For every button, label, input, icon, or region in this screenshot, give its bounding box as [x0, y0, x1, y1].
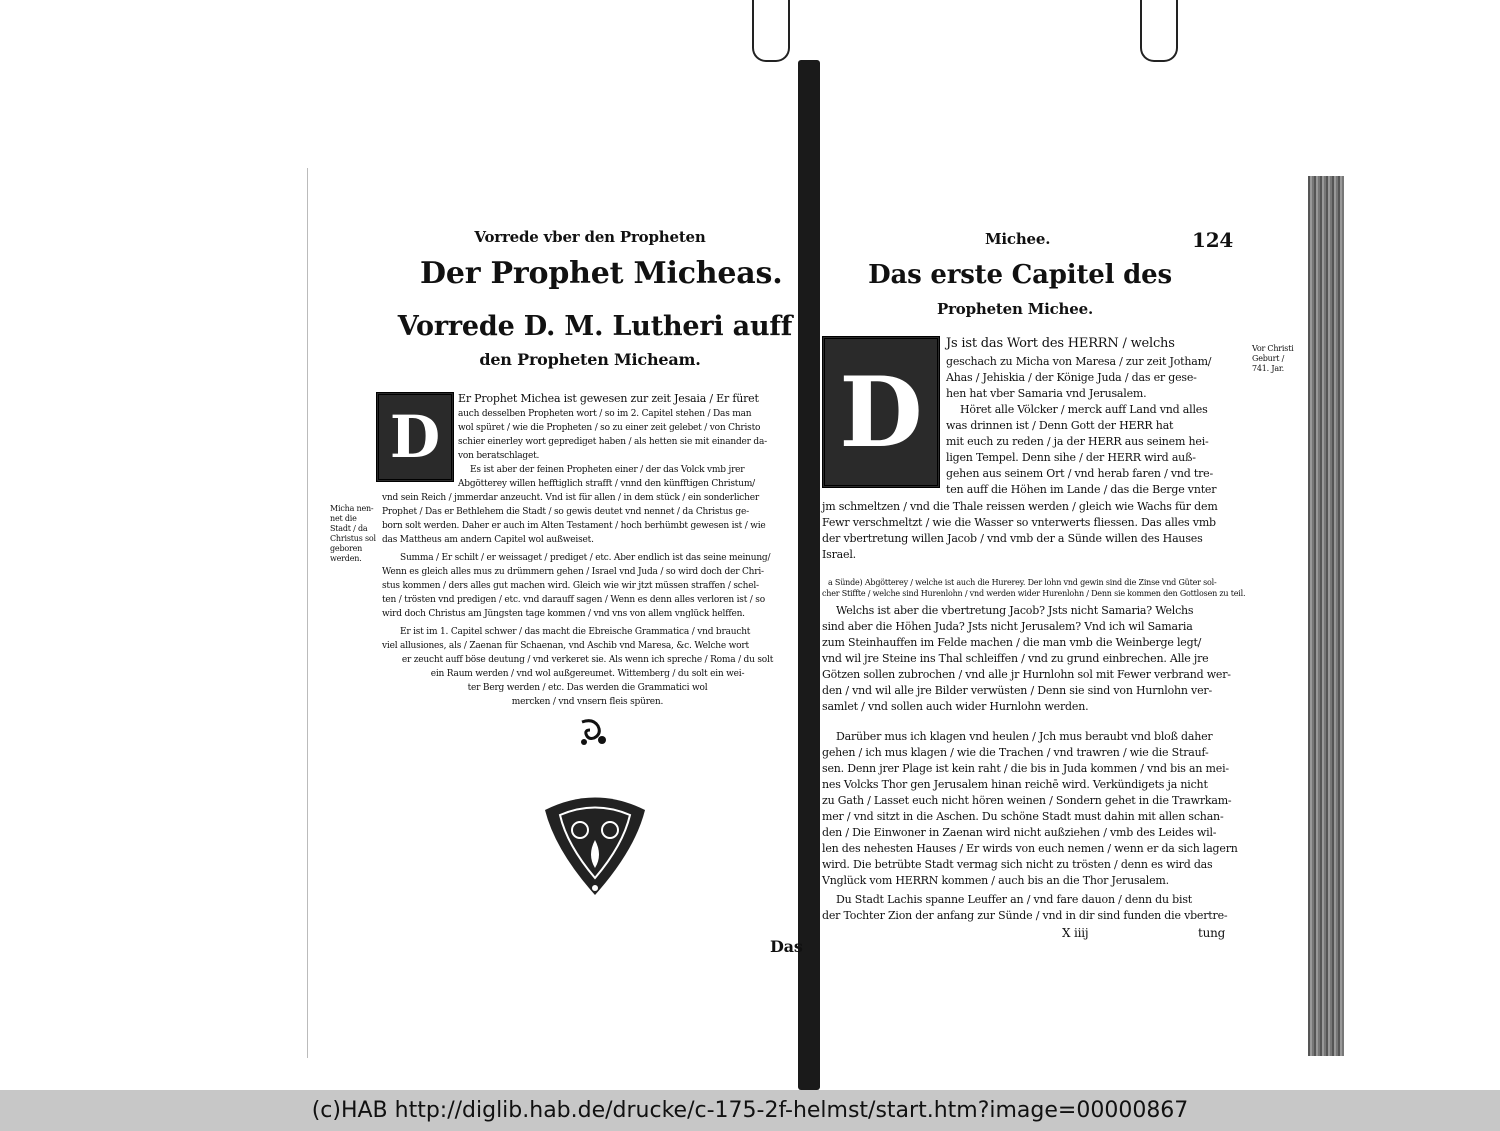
right-title: Das erste Capitel des: [868, 260, 1172, 290]
margin-line: Vor Christi: [1252, 344, 1294, 353]
margin-line: werden.: [330, 554, 362, 563]
copyright-footer: (c)HAB http://diglib.hab.de/drucke/c-175-2f-helmst/start.htm?image=00000867: [0, 1090, 1500, 1131]
text-line: mit euch zu reden / ja der HERR aus seinem hei-: [946, 435, 1209, 448]
text-line: gehen / ich mus klagen / wie die Trachen / vnd trawren / wie die Strauf-: [822, 746, 1209, 759]
text-line: ein Raum werden / vnd wol außgereumet. Wittemberg / du solt ein wei-: [430, 669, 745, 679]
text-line: len des nehesten Hauses / Er wirds von euch nemen / wenn er da sich lagern: [822, 842, 1238, 855]
text-line: Abgötterey willen hefftiglich strafft / vnnd den künfftigen Christum/: [458, 479, 755, 489]
text-line: geschach zu Micha von Maresa / zur zeit Jotham/: [946, 355, 1212, 368]
signature-mark: X iiij: [1062, 926, 1089, 940]
text-line: der vbertretung willen Jacob / vnd vmb der a Sünde willen des Hauses: [822, 532, 1203, 545]
text-line: vnd wil jre Steine ins Thal schleiffen / vnd zu grund einbrechen. Alle jre: [822, 652, 1209, 665]
text-line: Darüber mus ich klagen vnd heulen / Jch mus beraubt vnd bloß daher: [836, 730, 1213, 743]
right-running-head: Michee.: [985, 230, 1051, 248]
text-line: Vnglück vom HERRN kommen / auch bis an die Thor Jerusalem.: [822, 874, 1169, 887]
margin-line: Geburt /: [1252, 354, 1285, 363]
text-line: stus kommen / ders alles gut machen wird. Gleich wie wir jtzt müssen straffen / schel-: [382, 581, 759, 591]
left-subtitle-1: Vorrede D. M. Lutheri auff: [397, 311, 793, 342]
text-line: Es ist aber der feinen Propheten einer / der das Volck vmb jrer: [470, 465, 745, 475]
text-line: nes Volcks Thor gen Jerusalem hinan reichē wird. Verkündigets ja nicht: [822, 778, 1208, 791]
text-line: was drinnen ist / Denn Gott der HERR hat: [946, 419, 1174, 432]
text-line: auch desselben Propheten wort / so im 2. Capitel stehen / Das man: [458, 409, 752, 419]
text-line: Er ist im 1. Capitel schwer / das macht die Ebreische Grammatica / vnd braucht: [400, 627, 751, 637]
text-line: sen. Denn jrer Plage ist kein raht / die bis in Juda kommen / vnd bis an mei-: [822, 762, 1229, 775]
clip-left-icon: [752, 0, 790, 62]
text-line: mer / vnd sitzt in die Aschen. Du schöne Stadt must dahin mit allen schan-: [822, 810, 1224, 823]
fleuron-icon: [576, 718, 610, 748]
text-line: das Mattheus am andern Capitel wol außweiset.: [382, 535, 594, 545]
left-subtitle-2: den Propheten Micheam.: [479, 350, 701, 369]
tailpiece-ornament-icon: [535, 790, 655, 900]
text-line: zu Gath / Lasset euch nicht hören weinen / Sondern gehet in die Trawrkam-: [822, 794, 1232, 807]
text-line: Israel.: [822, 548, 856, 561]
text-line: hen hat vber Samaria vnd Jerusalem.: [946, 387, 1147, 400]
text-line: sind aber die Höhen Juda? Jsts nicht Jerusalem? Vnd ich wil Samaria: [822, 620, 1193, 633]
text-line: vnd sein Reich / jmmerdar anzeucht. Vnd ist für allen / in dem stück / ein sonderlicher: [382, 493, 759, 503]
text-line: Ahas / Jehiskia / der Könige Juda / das er gese-: [946, 371, 1197, 384]
left-running-head: Vorrede vber den Propheten: [474, 228, 706, 246]
text-line: wol spüret / wie die Propheten / so zu einer zeit gelebet / von Christo: [458, 423, 761, 433]
margin-line: 741. Jar.: [1252, 364, 1285, 373]
text-line: jm schmeltzen / vnd die Thale reissen werden / gleich wie Wachs für dem: [822, 500, 1218, 513]
folio-number: 124: [1192, 228, 1234, 252]
text-line: viel allusiones, als / Zaenan für Schaenan, vnd Aschib vnd Maresa, &c. Welche wort: [382, 641, 749, 651]
text-line: born solt werden. Daher er auch im Alten Testament / hoch berhümbt gewesen ist / wie: [382, 521, 766, 531]
page-edges: [1308, 176, 1344, 1056]
text-line: Js ist das Wort des HERRN / welchs: [946, 336, 1175, 351]
text-line: von beratschlaget.: [458, 451, 540, 461]
book-gutter: [798, 60, 820, 1090]
text-line: Fewr verschmeltzt / wie die Wasser so vnterwerts fliessen. Das alles vmb: [822, 516, 1216, 529]
text-line: Götzen sollen zubrochen / vnd alle jr Hurnlohn sol mit Fewer verbrand wer-: [822, 668, 1231, 681]
text-line: schier einerley wort geprediget haben / als hetten sie mit einander da-: [458, 437, 768, 447]
left-initial-letter: D: [376, 392, 454, 482]
right-initial-letter: D: [822, 336, 940, 488]
margin-line: Stadt / da: [330, 524, 368, 533]
text-line: wird doch Christus am Jüngsten tage kommen / vnd vns von allem vnglück helffen.: [382, 609, 745, 619]
text-line: ligen Tempel. Denn sihe / der HERR wird auß-: [946, 451, 1196, 464]
text-line: Prophet / Das er Bethlehem die Stadt / so gewis deutet vnd nennet / da Christus ge-: [382, 507, 749, 517]
clip-right-icon: [1140, 0, 1178, 62]
text-line: er zeucht auff böse deutung / vnd verkeret sie. Als wenn ich spreche / Roma / du solt: [401, 655, 774, 665]
text-line: zum Steinhauffen im Felde machen / die man vmb die Weinberge legt/: [822, 636, 1202, 649]
text-line: ten auff die Höhen im Lande / das die Berge vnter: [946, 483, 1217, 496]
text-line: Wenn es gleich alles mus zu drümmern gehen / Israel vnd Juda / so wird doch der Chri-: [382, 567, 764, 577]
text-line: samlet / vnd sollen auch wider Hurnlohn werden.: [822, 700, 1089, 713]
right-catchword: tung: [1198, 926, 1226, 940]
margin-line: Micha nen-: [330, 504, 374, 513]
text-line: Höret alle Völcker / merck auff Land vnd alles: [960, 403, 1208, 416]
footnote-line: cher Stiffte / welche sind Hurenlohn / vnd werden wider Hurenlohn / Denn sie kommen den Gottlosen zu teil.: [822, 589, 1246, 598]
margin-line: Christus sol: [330, 534, 376, 543]
text-line: ter Berg werden / etc. Das werden die Grammatici wol: [467, 683, 708, 693]
text-line: Du Stadt Lachis spanne Leuffer an / vnd fare dauon / denn du bist: [836, 893, 1192, 906]
footnote-line: a Sünde) Abgötterey / welche ist auch die Hurerey. Der lohn vnd gewin sind die Zinse vnd Güter sol-: [828, 578, 1217, 587]
text-line: Er Prophet Michea ist gewesen zur zeit Jesaia / Er füret: [458, 392, 759, 405]
right-subtitle: Propheten Michee.: [937, 300, 1093, 318]
text-line: Welchs ist aber die vbertretung Jacob? Jsts nicht Samaria? Welchs: [836, 604, 1194, 617]
left-title: Der Prophet Micheas.: [420, 256, 783, 291]
text-line: wird. Die betrübte Stadt vermag sich nicht zu trösten / denn es wird das: [822, 858, 1213, 871]
text-line: gehen aus seinem Ort / vnd herab faren / vnd tre-: [946, 467, 1214, 480]
left-catchword: Das: [770, 937, 803, 956]
text-line: ten / trösten vnd predigen / etc. vnd darauff sagen / Wenn es denn alles verloren ist / so: [382, 595, 765, 605]
text-line: den / Die Einwoner in Zaenan wird nicht außziehen / vmb des Leides wil-: [822, 826, 1217, 839]
margin-line: geboren: [330, 544, 363, 553]
text-line: Summa / Er schilt / er weissaget / prediget / etc. Aber endlich ist das seine meinung/: [400, 553, 771, 563]
text-line: mercken / vnd vnsern fleis spüren.: [511, 697, 664, 707]
margin-line: net die: [330, 514, 357, 523]
text-line: der Tochter Zion der anfang zur Sünde / vnd in dir sind funden die vbertre-: [822, 909, 1228, 922]
text-line: den / vnd wil alle jre Bilder verwüsten / Denn sie sind von Hurnlohn ver-: [822, 684, 1212, 697]
